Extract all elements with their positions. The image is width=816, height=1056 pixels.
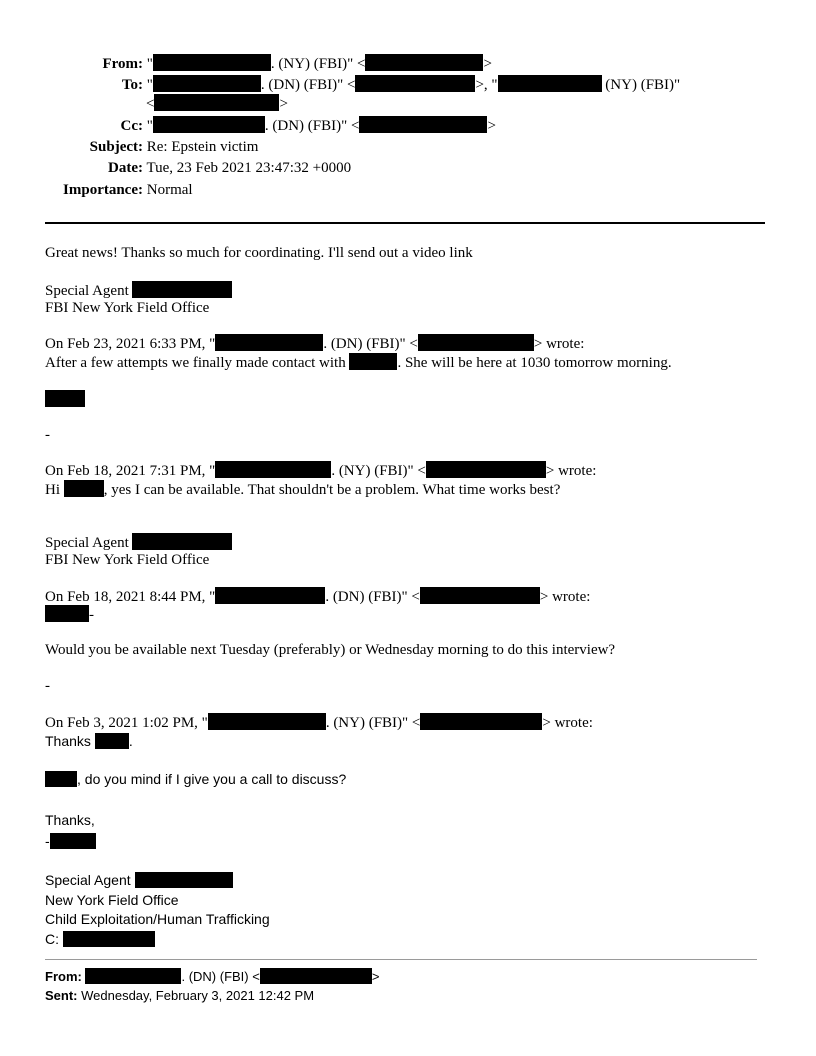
redaction — [132, 281, 232, 298]
header-date — [45, 159, 351, 178]
dash-1: - — [45, 427, 50, 443]
redaction — [355, 75, 475, 92]
redaction — [95, 733, 129, 749]
quote-4-thanks: Thanks . — [45, 733, 133, 749]
redaction — [215, 461, 331, 478]
redaction — [420, 587, 540, 604]
signature-3-unit: Child Exploitation/Human Trafficking — [45, 911, 270, 927]
header-importance — [45, 181, 193, 200]
quote-4-call: , do you mind if I give you a call to discuss? — [45, 770, 346, 789]
redaction — [45, 390, 85, 407]
quote-4-thanks2: Thanks, — [45, 812, 95, 828]
quote-4-header: On Feb 3, 2021 1:02 PM, " . (NY) (FBI)" < > wrote: — [45, 715, 593, 731]
footer-divider — [45, 959, 757, 960]
quote-3-header: On Feb 18, 2021 8:44 PM, " . (DN) (FBI)" < > wrote: — [45, 589, 591, 605]
header-divider — [45, 222, 765, 224]
quote-2-header: On Feb 18, 2021 7:31 PM, " . (NY) (FBI)" < > wrote: — [45, 463, 597, 479]
redaction — [153, 116, 265, 133]
redaction — [426, 461, 546, 478]
quote-1-header: On Feb 23, 2021 6:33 PM, " . (DN) (FBI)" < > wrote: — [45, 336, 585, 352]
signature-1-title: Special Agent — [45, 281, 232, 301]
redaction — [359, 116, 487, 133]
redaction — [132, 533, 232, 550]
signature-3-title: Special Agent — [45, 871, 233, 890]
redaction — [349, 353, 397, 370]
redaction — [498, 75, 602, 92]
signature-3-office: New York Field Office — [45, 892, 179, 908]
redaction — [45, 605, 89, 622]
header-from: From: " . (NY) (FBI)" < > — [45, 54, 492, 74]
footer-from: From: . (DN) (FBI) < > — [45, 969, 380, 984]
quote-1-body: After a few attempts we finally made contact with . She will be here at 1030 tomorrow morning. — [45, 355, 672, 371]
redaction — [418, 334, 534, 351]
redaction — [50, 833, 96, 849]
redaction — [154, 94, 279, 111]
redaction — [45, 771, 77, 787]
redaction — [135, 872, 233, 888]
signature-2-office: FBI New York Field Office — [45, 552, 210, 568]
redaction-block — [45, 390, 85, 410]
dash-2: - — [45, 678, 50, 694]
body-line-1: Great news! Thanks so much for coordinating. I'll send out a video link — [45, 245, 473, 261]
signature-3-cell: C: — [45, 930, 155, 949]
header-cc: Cc: " . (DN) (FBI)" < > — [45, 116, 496, 136]
header-date-label: Date: — [108, 160, 143, 176]
header-to: To: " . (DN) (FBI)" < >, " (NY) (FBI)" — [45, 75, 680, 95]
quote-3-body: Would you be available next Tuesday (preferably) or Wednesday morning to do this interview? — [45, 642, 616, 658]
header-importance-value: Normal — [146, 182, 193, 198]
quote-3-greeting: - — [45, 605, 94, 625]
header-subject-label: Subject: — [89, 139, 143, 155]
redaction — [215, 334, 323, 351]
footer-sent: Sent: Wednesday, February 3, 2021 12:42 PM — [45, 988, 315, 1003]
redaction — [215, 587, 325, 604]
redaction — [63, 931, 155, 947]
header-from-label: From: — [102, 56, 143, 72]
redaction — [85, 968, 181, 984]
header-subject — [45, 138, 258, 157]
redaction — [208, 713, 326, 730]
redaction — [420, 713, 542, 730]
quote-4-dash: - — [45, 832, 96, 851]
header-date-value: Tue, 23 Feb 2021 23:47:32 +0000 — [146, 160, 352, 176]
header-subject-value: Re: Epstein victim — [146, 139, 259, 155]
header-to-line2: < > — [146, 96, 288, 112]
quote-2-body: Hi , yes I can be available. That shouldn't be a problem. What time works best? — [45, 482, 561, 498]
signature-1-office: FBI New York Field Office — [45, 300, 210, 316]
redaction — [365, 54, 483, 71]
redaction — [153, 54, 271, 71]
signature-2-title: Special Agent — [45, 533, 232, 553]
redaction — [260, 968, 372, 984]
redaction — [153, 75, 261, 92]
redaction — [64, 480, 104, 497]
header-importance-label: Importance: — [63, 182, 143, 198]
header-cc-label: Cc: — [120, 118, 143, 134]
header-to-label: To: — [121, 77, 143, 93]
